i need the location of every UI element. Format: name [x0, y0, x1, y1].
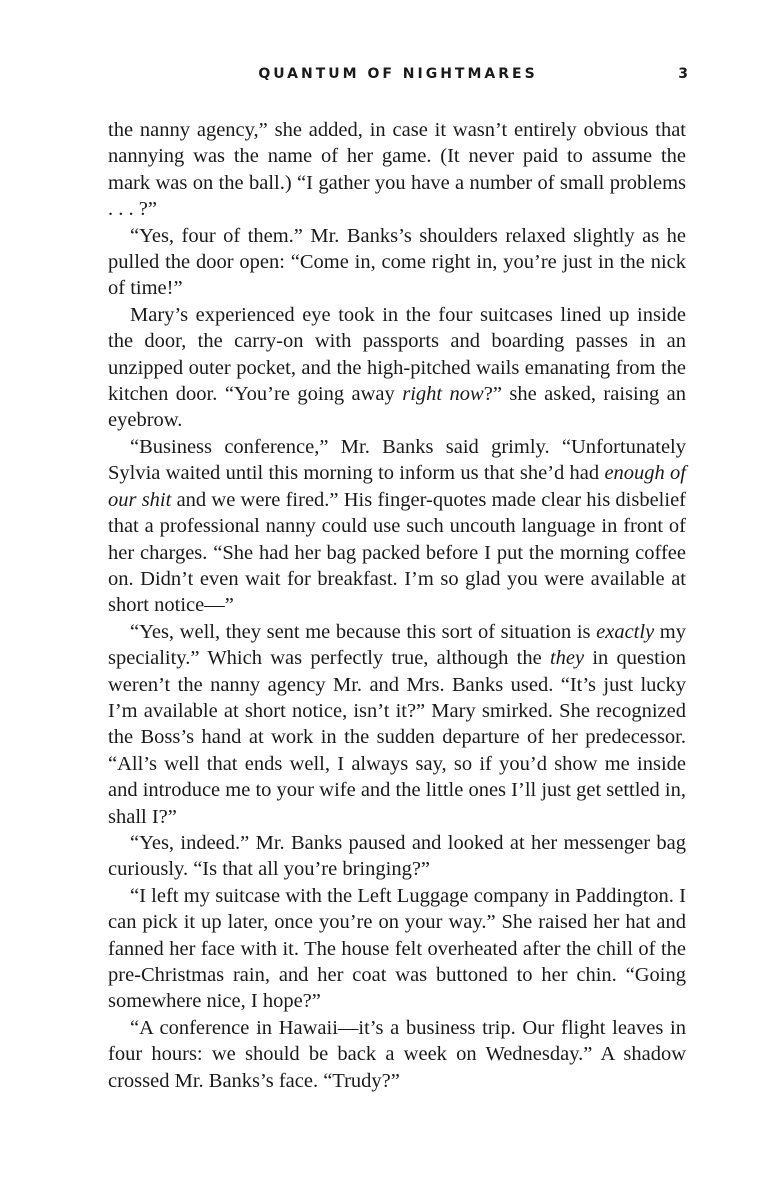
text-run: and we were fired.” His finger-quotes made clear his disbelief that a professional nanny could use such uncouth language in front of her charges. “She had her bag packed before I put the morning coffee on. Didn’t even wait for breakfast. I’m so glad you were available at short notice—”: [108, 488, 687, 617]
text-run: “A conference in Hawaii—it’s a business trip. Our flight leaves in four hours: we should be back a week on Wednesday.” A shadow crossed Mr. Banks’s face. “Trudy?”: [108, 1016, 686, 1092]
paragraph: [108, 117, 686, 223]
paragraph: [108, 619, 686, 830]
text-run: ?” she asked, raising an eyebrow.: [108, 383, 686, 432]
paragraph: [108, 883, 686, 1015]
paragraph: [108, 223, 686, 302]
text-run: “I left my suitcase with the Left Luggage company in Paddington. I can pick it up later, once you’re on your way.” She raised her hat and fanned her face with it. The house felt overheated after the chill of the pre-Christmas rain, and her coat was buttoned to her chin. “Going somewhere nice, I hope?”: [108, 884, 686, 1013]
text-run: in question weren’t the nanny agency Mr. and Mrs. Banks used. “It’s just lucky I’m available at short notice, isn’t it?” Mary smirked. She recognized the Boss’s hand at work in the sudden departure of her predecessor. “All’s well that ends well, I always say, so if you’d show me inside and introduce me to your wife and the little ones I’ll just get settled in, shall I?”: [108, 647, 686, 828]
text-run: “Yes, well, they sent me because this sort of situation is: [130, 620, 597, 643]
paragraph: [108, 434, 686, 619]
paragraph: [108, 830, 686, 883]
italic-run: exactly: [596, 620, 655, 643]
text-run: “Yes, four of them.” Mr. Banks’s shoulders relaxed slightly as he pulled the door open: “Come in, come right in, you’re just in the nick of time!”: [108, 224, 686, 300]
page-number: 3: [678, 66, 688, 82]
text-run: the nanny agency,” she added, in case it wasn’t entirely obvious that nannying was the name of her game. (It never paid to assume the mark was on the ball.) “I gather you have a number of small problems . . . ?”: [108, 119, 686, 221]
italic-run: right now: [402, 383, 484, 406]
running-head: [108, 62, 688, 88]
running-title: QUANTUM OF NIGHTMARES: [258, 66, 538, 82]
text-run: Mary’s experienced eye took in the four suitcases lined up inside the door, the carry-on with passports and boarding passes in an unzipped outer pocket, and the high-pitched wails emanating from the kitchen door. “You’re going away: [108, 303, 686, 406]
paragraph: [108, 1015, 686, 1094]
italic-run: they: [549, 647, 585, 670]
text-run: “Business conference,” Mr. Banks said grimly. “Unfortunately Sylvia waited until this morning to inform us that she’d had: [108, 435, 686, 485]
paragraph: [108, 302, 686, 434]
text-run: “Yes, indeed.” Mr. Banks paused and looked at her messenger bag curiously. “Is that all you’re bringing?”: [108, 831, 686, 881]
italic-run: enough of our shit: [108, 462, 687, 511]
text-run: my speciality.” Which was perfectly true, although the: [108, 620, 686, 670]
body-text: [108, 117, 686, 1094]
